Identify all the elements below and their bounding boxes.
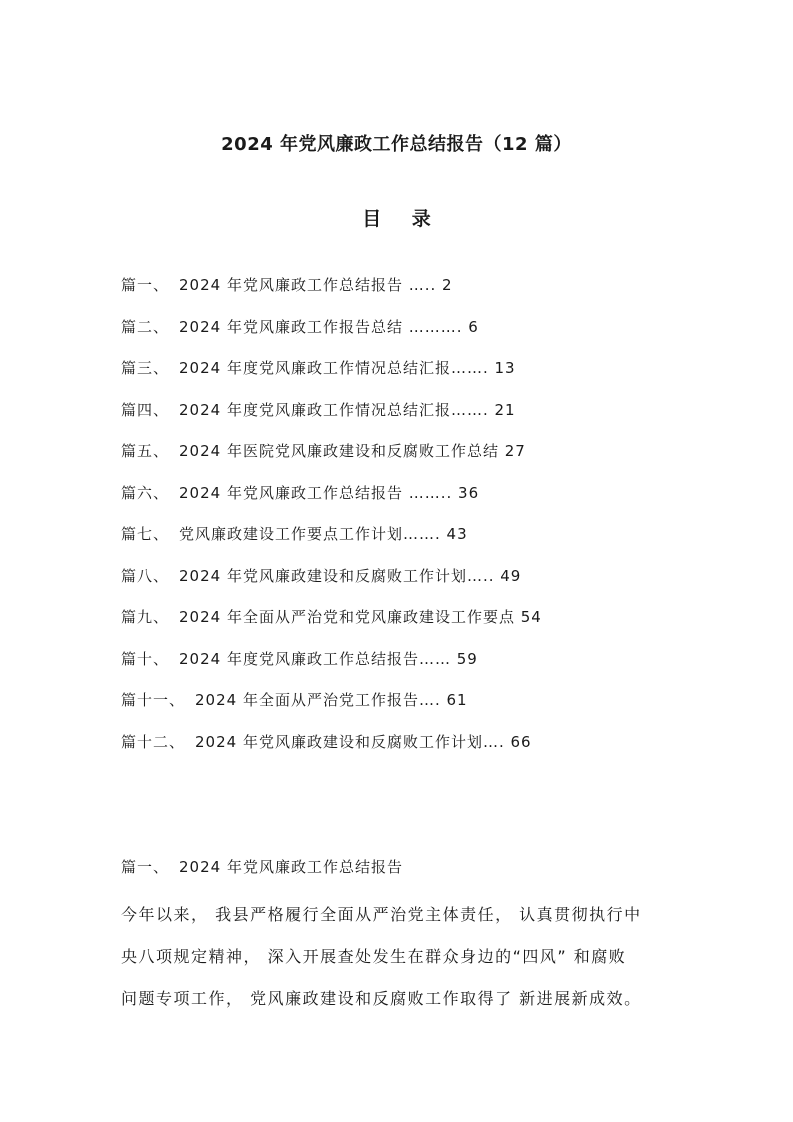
- toc-item-number: 篇十二、: [121, 732, 186, 751]
- toc-item-text: 2024 年全面从严治党和党风廉政建设工作要点 54: [179, 608, 542, 626]
- toc-item-number: 篇一、: [121, 276, 170, 294]
- toc-item-text: 2024 年度党风廉政工作总结报告…… 59: [179, 649, 478, 668]
- document-title: 2024 年党风廉政工作总结报告（12 篇）: [221, 134, 572, 155]
- toc-item[interactable]: [121, 270, 542, 312]
- toc-item-text: 2024 年全面从严治党工作报告…. 61: [195, 691, 468, 709]
- toc-item-text: 2024 年党风廉政建设和反腐败工作计划….. 49: [179, 566, 522, 585]
- toc-item[interactable]: [121, 685, 542, 727]
- toc-item[interactable]: [121, 519, 542, 561]
- toc-item[interactable]: [121, 395, 542, 437]
- section-number: 篇一、: [121, 858, 170, 876]
- toc-item-number: 篇十、: [121, 649, 170, 668]
- toc-item[interactable]: [121, 312, 542, 354]
- toc-item[interactable]: [121, 353, 542, 395]
- toc-item-number: 篇五、: [121, 442, 170, 460]
- body-line: 央八项规定精神， 深入开展查处发生在群众身边的“四风” 和腐败: [121, 947, 627, 966]
- toc-item[interactable]: [121, 561, 542, 603]
- toc-item-text: 2024 年党风廉政工作总结报告 ….. 2: [179, 276, 453, 294]
- toc-item-text: 2024 年医院党风廉政建设和反腐败工作总结 27: [179, 442, 526, 460]
- section-heading: [121, 852, 403, 882]
- toc-heading: 目 录: [362, 208, 443, 230]
- toc-item-text: 2024 年度党风廉政工作情况总结汇报……. 21: [179, 400, 516, 419]
- toc-item-number: 篇四、: [121, 400, 170, 419]
- toc-item-number: 篇二、: [121, 317, 170, 336]
- toc-item[interactable]: [121, 436, 542, 478]
- body-line: 问题专项工作， 党风廉政建设和反腐败工作取得了 新进展新成效。: [121, 989, 642, 1008]
- body-paragraph: [121, 894, 671, 1020]
- body-line: 今年以来， 我县严格履行全面从严治党主体责任， 认真贯彻执行中: [121, 905, 642, 924]
- toc-item-number: 篇九、: [121, 608, 170, 626]
- toc-item[interactable]: [121, 644, 542, 686]
- toc-item-text: 2024 年党风廉政工作报告总结 ………. 6: [179, 317, 479, 336]
- toc-item-text: 党风廉政建设工作要点工作计划……. 43: [179, 525, 468, 543]
- toc-item[interactable]: [121, 478, 542, 520]
- toc-item-number: 篇七、: [121, 525, 170, 543]
- toc-item-number: 篇十一、: [121, 691, 186, 709]
- toc-item-number: 篇三、: [121, 359, 170, 377]
- toc-item[interactable]: [121, 727, 542, 769]
- toc-item[interactable]: [121, 602, 542, 644]
- toc-item-number: 篇八、: [121, 566, 170, 585]
- toc-item-number: 篇六、: [121, 483, 170, 502]
- section-title: 2024 年党风廉政工作总结报告: [179, 858, 403, 876]
- toc-item-text: 2024 年党风廉政建设和反腐败工作计划…. 66: [195, 732, 532, 751]
- toc-item-text: 2024 年党风廉政工作总结报告 …….. 36: [179, 483, 480, 502]
- table-of-contents: [121, 270, 542, 768]
- toc-item-text: 2024 年度党风廉政工作情况总结汇报……. 13: [179, 359, 516, 377]
